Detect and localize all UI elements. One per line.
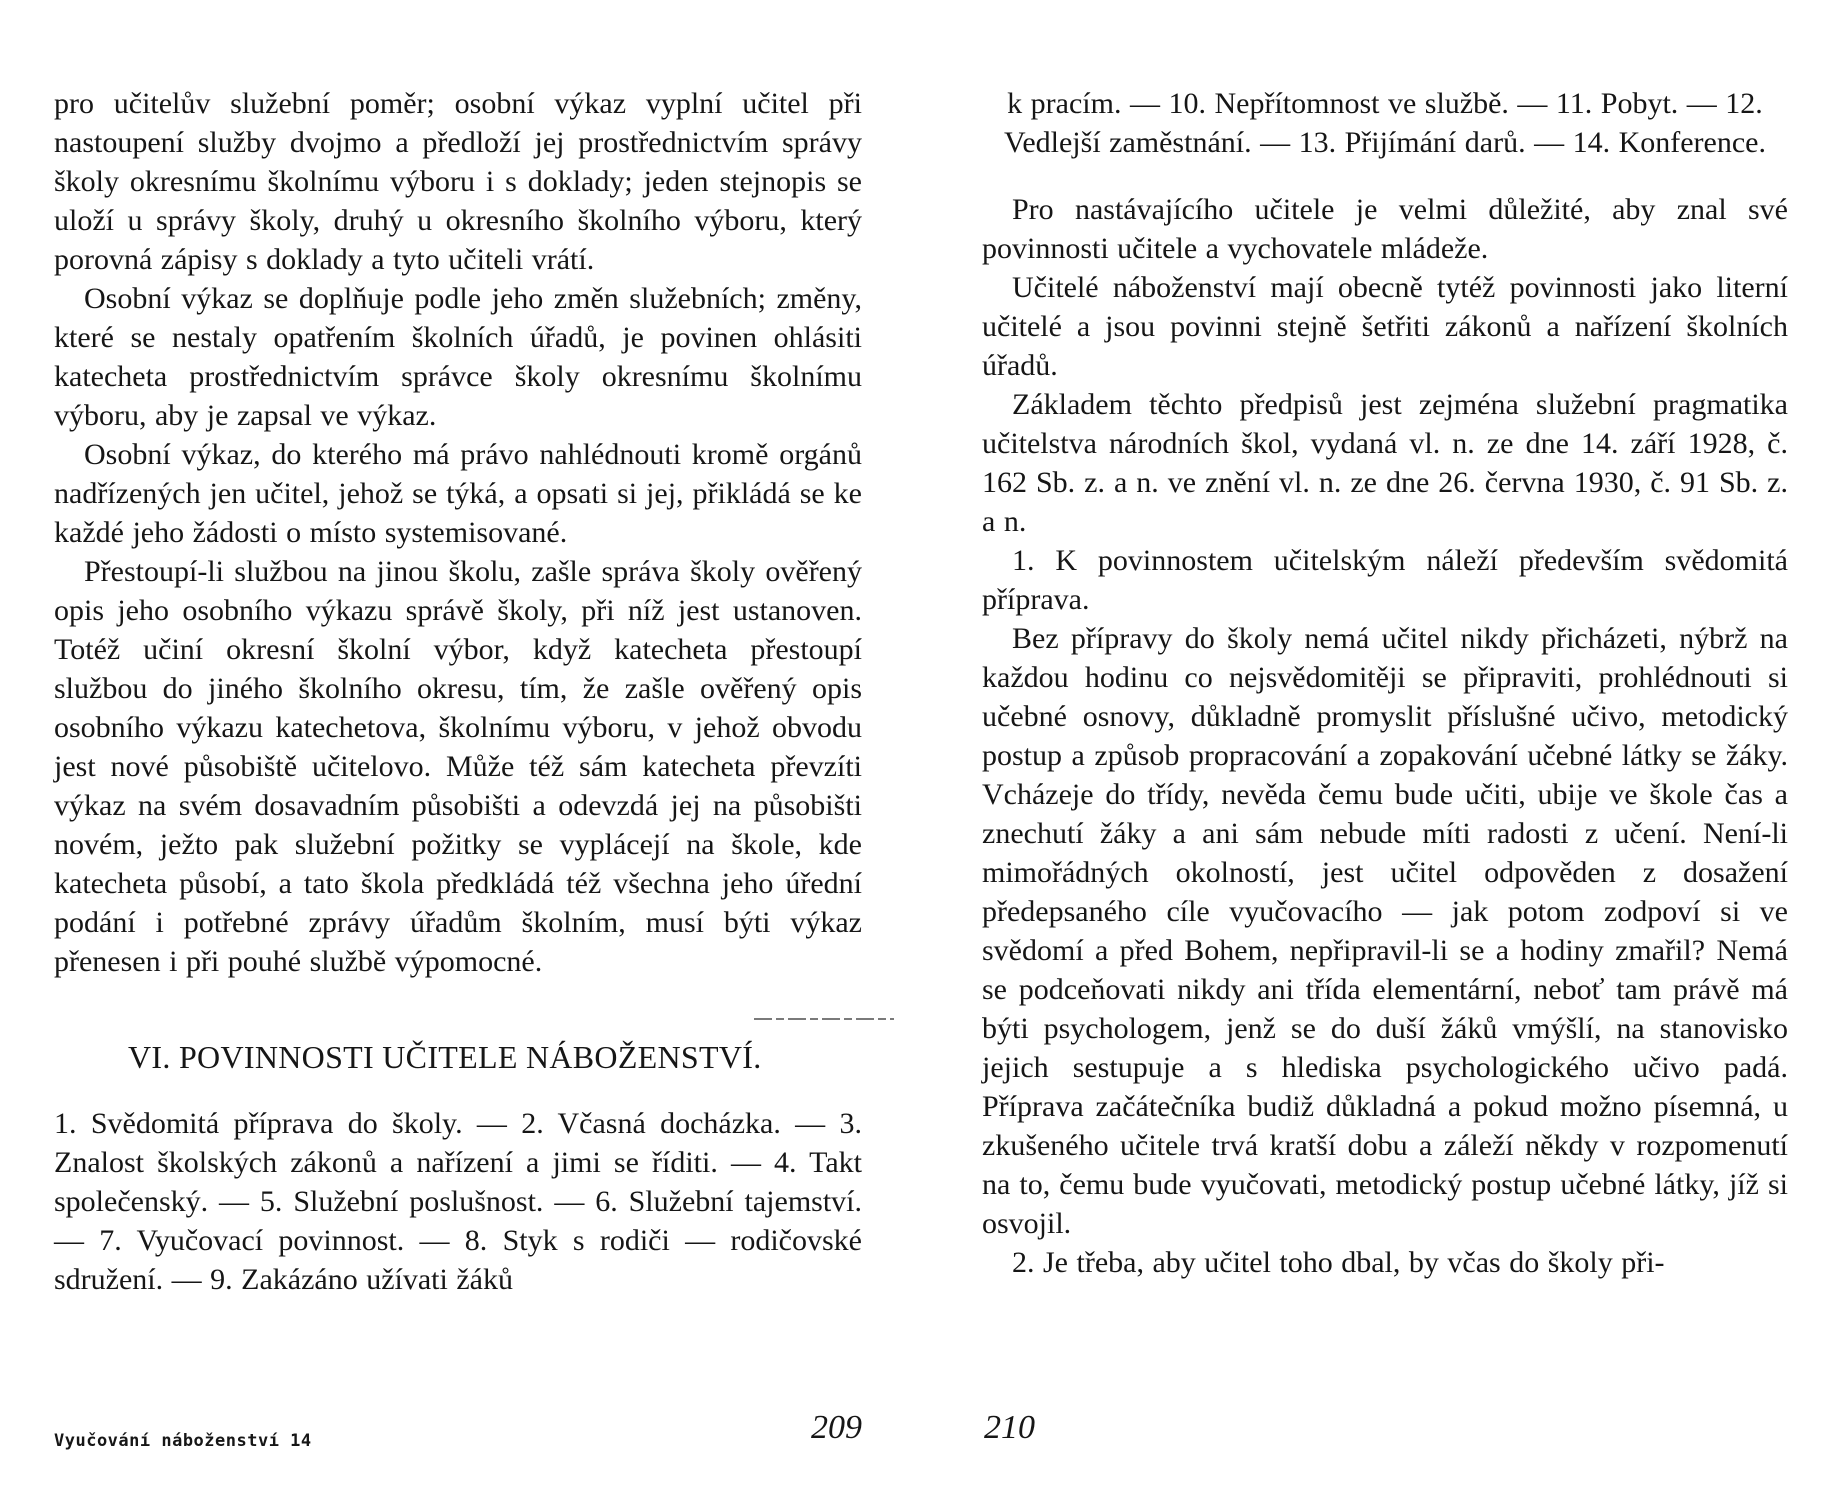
paragraph: Přestoupí-li službou na jinou školu, zašle správa školy ověřený opis jeho osobního výkazu správě školy, při níž jest ustanoven. Totéž učiní okresní školní výbor, když katecheta přestoupí službou do jiného školního okresu, tím, že zašle ověřený opis osobního výkazu katechetova, školnímu výboru, v jehož obvodu jest nové působiště učitelovo. Může též sám katecheta převzíti výkaz na svém dosavadním působišti a odevzdá jej na působišti novém, ježto pak služební požitky se vyplácejí na škole, kde katecheta působí, a tato škola předkládá též všechna jeho úřední podání i potřebné zprávy úřadům školním, musí býti výkaz přenesen i při pouhé službě výpomocné. xyxy=(54,555,862,978)
paragraph: Bez přípravy do školy nemá učitel nikdy přicházeti, nýbrž na každou hodinu co nejsvědomitěji se připraviti, prohlédnouti si učebné osnovy, důkladně promyslit příslušné učivo, metodický postup a způsob propracování a zopakování učebné látky se žáky. Vcházeje do třídy, nevěda čemu bude učiti, ubije ve škole čas a znechutí žáky a ani sám nebude míti radosti z učení. Není-li mimořádných okolností, jest učitel odpověden z dosažení předepsaného cíle vyučovacího — jak potom zodpoví si ve svědomí a před Bohem, nepřipravil-li se a hodiny zmařil? Nemá se podceňovati nikdy ani třída elementární, neboť tam právě má býti psychologem, jenž se do duší žáků vmýšlí, na stanovisko jejich sestupuje a s hlediska psychologického učivo padá. Příprava začátečníka budiž důkladná a pokud možno písemná, u zkušeného učitele trvá kratší dobu a záleží někdy v rozpomenutí na to, čemu bude vyučovati, metodický postup učebné látky, jíž si osvojil. xyxy=(982,622,1788,1240)
left-text-column xyxy=(54,84,862,1299)
pencil-underline xyxy=(754,1018,894,1020)
paragraph: 2. Je třeba, aby učitel toho dbal, by včas do školy při- xyxy=(1012,1246,1665,1279)
paragraph: Pro nastávajícího učitele je velmi důležité, aby znal své povinnosti učitele a vychovatele mládeže. xyxy=(982,193,1788,265)
printer-signature: Vyučování náboženství 14 xyxy=(54,1431,312,1451)
paragraph: Osobní výkaz se doplňuje podle jeho změn služebních; změny, které se nestaly opatřením školních úřadů, je povinen ohlásiti katecheta prostřednictvím správce školy okresnímu školnímu výboru, aby je zapsal ve výkaz. xyxy=(54,282,862,432)
page-number: 209 xyxy=(811,1409,862,1446)
chapter-heading: VI. POVINNOSTI UČITELE NÁBOŽENSTVÍ. xyxy=(128,1039,762,1075)
paragraph: Učitelé náboženství mají obecně tytéž povinnosti jako literní učitelé a jsou povinni stejně šetřiti zákonů a nařízení školních úřadů. xyxy=(982,271,1788,382)
right-text-column xyxy=(982,84,1788,1282)
paragraph: Základem těchto předpisů jest zejména služební pragmatika učitelstva národních škol, vydaná vl. n. ze dne 14. září 1928, č. 162 Sb. z. a n. ve znění vl. n. ze dne 26. června 1930, č. 91 Sb. z. a n. xyxy=(982,388,1788,538)
paragraph: 1. K povinnostem učitelským náleží především svědomitá příprava. xyxy=(982,544,1788,616)
paragraph: Osobní výkaz, do kterého má právo nahlédnouti kromě orgánů nadřízených jen učitel, jehož se týká, a opsati si jej, přikládá se ke každé jeho žádosti o místo systemisované. xyxy=(54,438,862,549)
page-number: 210 xyxy=(984,1409,1035,1446)
chapter-contents-continued: k pracím. — 10. Nepřítomnost ve službě. — 11. Pobyt. — 12. Vedlejší zaměstnání. — 13. Přijímání darů. — 14. Konference. xyxy=(1004,87,1766,159)
paragraph: pro učitelův služební poměr; osobní výkaz vyplní učitel při nastoupení služby dvojmo a předloží jej prostřednictvím správy školy okresnímu školnímu výboru i s doklady; jeden stejnopis se uloží u správy školy, druhý u okresního školního výboru, který porovná zápisy s doklady a tyto učiteli vrátí. xyxy=(54,87,862,276)
chapter-contents: 1. Svědomitá příprava do školy. — 2. Včasná docházka. — 3. Znalost školských zákonů a nařízení a jimi se říditi. — 4. Takt společenský. — 5. Služební poslušnost. — 6. Služební tajemství. — 7. Vyučovací povinnost. — 8. Styk s rodiči — rodičovské sdružení. — 9. Zakázáno užívati žáků xyxy=(54,1107,862,1296)
